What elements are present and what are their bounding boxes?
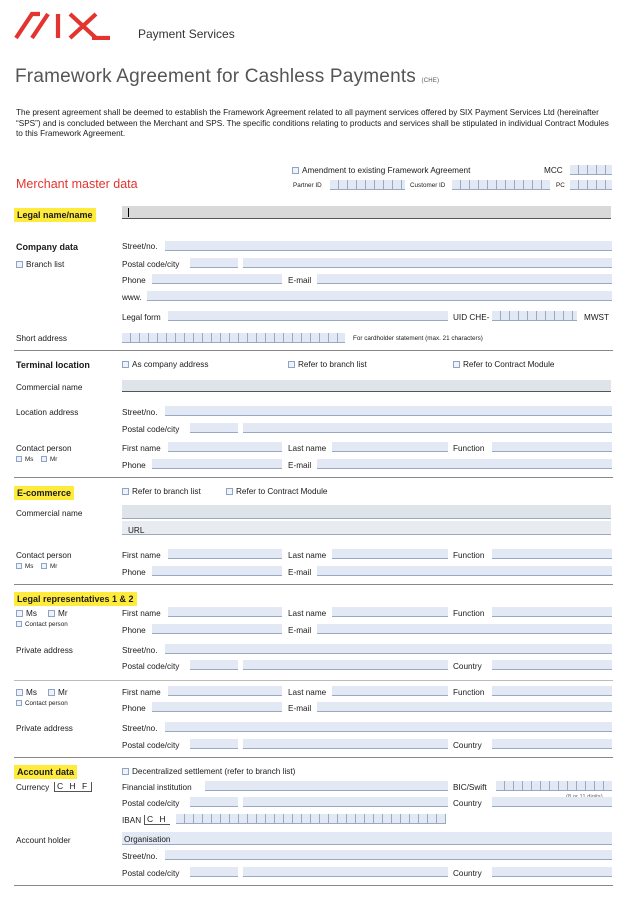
- ecommerce-refer-module-checkbox[interactable]: Refer to Contract Module: [226, 487, 327, 496]
- organisation-field[interactable]: [122, 832, 612, 845]
- ecommerce-function-field[interactable]: [492, 549, 612, 559]
- account-holder-label: Account holder: [16, 836, 71, 845]
- reps-heading: Legal representatives 1 & 2: [14, 592, 137, 606]
- company-street-field[interactable]: [165, 241, 612, 251]
- url-label-overlay: URL: [128, 526, 145, 535]
- checkbox-icon: [453, 361, 460, 368]
- rep1-email-field[interactable]: [317, 624, 612, 634]
- rep1-ms-checkbox[interactable]: Ms: [16, 609, 37, 618]
- rep1-function-field[interactable]: [492, 607, 612, 617]
- ecommerce-ms-checkbox[interactable]: Ms: [16, 563, 33, 570]
- branch-list-checkbox[interactable]: Branch list: [16, 260, 64, 269]
- terminal-contact-label: Contact person: [16, 444, 72, 453]
- rep2-country-field[interactable]: [492, 739, 612, 749]
- rep2-function-label: Function: [453, 688, 485, 697]
- checkbox-icon: [48, 610, 55, 617]
- rep1-email-label: E-mail: [288, 626, 312, 635]
- uid-field[interactable]: [492, 311, 577, 321]
- currency-value[interactable]: C H F: [54, 782, 92, 792]
- legal-form-label: Legal form: [122, 313, 161, 322]
- partner-id-field[interactable]: [330, 180, 405, 190]
- checkbox-icon: [41, 456, 47, 462]
- rep1-last-name-field[interactable]: [332, 607, 448, 617]
- iban-field[interactable]: [176, 814, 446, 824]
- rep1-last-name-label: Last name: [288, 609, 327, 618]
- rep1-country-field[interactable]: [492, 660, 612, 670]
- rep1-mr-checkbox[interactable]: Mr: [48, 609, 68, 618]
- ecommerce-commercial-name-field[interactable]: [122, 505, 611, 519]
- rep2-country-label: Country: [453, 741, 482, 750]
- ecommerce-phone-label: Phone: [122, 568, 146, 577]
- terminal-first-name-label: First name: [122, 444, 161, 453]
- rep1-private-address-label: Private address: [16, 646, 73, 655]
- ecommerce-heading: E-commerce: [14, 486, 74, 500]
- holder-country-label: Country: [453, 869, 482, 878]
- checkbox-icon: [122, 361, 129, 368]
- bic-field[interactable]: [496, 781, 612, 791]
- company-data-heading: Company data: [16, 242, 79, 252]
- terminal-first-name-field[interactable]: [168, 442, 282, 452]
- company-www-label: www.: [122, 293, 142, 302]
- ecommerce-function-label: Function: [453, 551, 485, 560]
- checkbox-icon: [16, 456, 22, 462]
- holder-postal-field[interactable]: [190, 867, 238, 877]
- holder-street-field[interactable]: [165, 850, 612, 860]
- iban-label: IBAN: [122, 816, 142, 825]
- rep1-function-label: Function: [453, 609, 485, 618]
- financial-institution-field[interactable]: [205, 781, 448, 791]
- rep1-street-label: Street/no.: [122, 646, 158, 655]
- organisation-label: Organisation: [124, 835, 171, 844]
- mcc-field[interactable]: [570, 165, 612, 175]
- checkbox-icon: [16, 621, 22, 627]
- terminal-street-label: Street/no.: [122, 408, 158, 417]
- divider: [14, 584, 613, 585]
- rep2-street-label: Street/no.: [122, 724, 158, 733]
- divider: [14, 885, 613, 886]
- checkbox-icon: [41, 563, 47, 569]
- company-phone-label: Phone: [122, 276, 146, 285]
- company-postal-label: Postal code/city: [122, 260, 180, 269]
- ecommerce-last-name-field[interactable]: [332, 549, 448, 559]
- rep1-street-field[interactable]: [165, 644, 612, 654]
- terminal-postal-field[interactable]: [190, 423, 238, 433]
- divider: [14, 477, 613, 478]
- currency-label: Currency: [16, 783, 50, 792]
- ecommerce-first-name-label: First name: [122, 551, 161, 560]
- terminal-ms-checkbox[interactable]: Ms: [16, 456, 33, 463]
- ecommerce-email-label: E-mail: [288, 568, 312, 577]
- terminal-email-label: E-mail: [288, 461, 312, 470]
- rep1-phone-label: Phone: [122, 626, 146, 635]
- terminal-commercial-name-field[interactable]: [122, 380, 611, 392]
- location-address-label: Location address: [16, 408, 79, 417]
- rep2-phone-label: Phone: [122, 704, 146, 713]
- account-postal-field[interactable]: [190, 797, 238, 807]
- rep2-first-name-field[interactable]: [168, 686, 282, 696]
- short-address-note: For cardholder statement (max. 21 characters): [353, 335, 483, 342]
- rep2-last-name-field[interactable]: [332, 686, 448, 696]
- divider: [14, 680, 613, 681]
- checkbox-icon: [16, 610, 23, 617]
- page-title: Framework Agreement for Cashless Payments (CHE): [15, 66, 440, 87]
- six-logo: [14, 10, 114, 40]
- text-cursor: [128, 208, 129, 217]
- terminal-refer-module-checkbox[interactable]: Refer to Contract Module: [453, 360, 554, 369]
- mwst-label: MWST: [584, 313, 610, 322]
- customer-id-field[interactable]: [452, 180, 550, 190]
- customer-id-label: Customer ID: [410, 182, 446, 189]
- pc-field[interactable]: [570, 180, 612, 190]
- terminal-heading: Terminal location: [16, 360, 90, 370]
- rep1-phone-field[interactable]: [152, 624, 282, 634]
- checkbox-icon: [16, 700, 22, 706]
- terminal-street-field[interactable]: [165, 406, 612, 416]
- ecommerce-last-name-label: Last name: [288, 551, 327, 560]
- rep2-private-address-label: Private address: [16, 724, 73, 733]
- terminal-refer-branch-checkbox[interactable]: Refer to branch list: [288, 360, 367, 369]
- rep2-contact-checkbox[interactable]: Contact person: [16, 700, 68, 707]
- rep2-ms-checkbox[interactable]: Ms: [16, 688, 37, 697]
- ecommerce-mr-checkbox[interactable]: Mr: [41, 563, 57, 570]
- checkbox-icon: [48, 689, 55, 696]
- ecommerce-contact-label: Contact person: [16, 551, 72, 560]
- checkbox-icon: [122, 488, 129, 495]
- checkbox-icon: [226, 488, 233, 495]
- terminal-phone-label: Phone: [122, 461, 146, 470]
- section-title-merchant: Merchant master data: [16, 177, 138, 191]
- legal-name-field[interactable]: [122, 206, 611, 219]
- terminal-function-label: Function: [453, 444, 485, 453]
- decentralized-checkbox[interactable]: Decentralized settlement (refer to branch list): [122, 767, 295, 776]
- company-www-field[interactable]: [147, 291, 612, 301]
- mcc-label: MCC: [544, 166, 563, 175]
- checkbox-icon: [288, 361, 295, 368]
- terminal-mr-checkbox[interactable]: Mr: [41, 456, 57, 463]
- rep1-country-label: Country: [453, 662, 482, 671]
- ecommerce-first-name-field[interactable]: [168, 549, 282, 559]
- checkbox-icon: [16, 261, 23, 268]
- account-city-field[interactable]: [243, 797, 448, 807]
- terminal-postal-label: Postal code/city: [122, 425, 180, 434]
- short-address-field[interactable]: [122, 333, 345, 343]
- rep2-function-field[interactable]: [492, 686, 612, 696]
- rep1-postal-field[interactable]: [190, 660, 238, 670]
- terminal-last-name-label: Last name: [288, 444, 327, 453]
- rep1-contact-checkbox[interactable]: Contact person: [16, 621, 68, 628]
- checkbox-icon: [16, 689, 23, 696]
- terminal-city-field[interactable]: [243, 423, 612, 433]
- terminal-last-name-field[interactable]: [332, 442, 448, 452]
- rep2-email-label: E-mail: [288, 704, 312, 713]
- rep2-email-field[interactable]: [317, 702, 612, 712]
- company-phone-field[interactable]: [152, 274, 282, 284]
- partner-id-label: Partner ID: [293, 182, 322, 189]
- divider: [14, 350, 613, 351]
- rep2-street-field[interactable]: [165, 722, 612, 732]
- ecommerce-phone-field[interactable]: [152, 566, 282, 576]
- rep2-postal-label: Postal code/city: [122, 741, 180, 750]
- iban-prefix: C H: [144, 815, 170, 825]
- rep1-postal-label: Postal code/city: [122, 662, 180, 671]
- rep2-postal-field[interactable]: [190, 739, 238, 749]
- account-postal-label: Postal code/city: [122, 799, 180, 808]
- holder-street-label: Street/no.: [122, 852, 158, 861]
- uid-label: UID CHE-: [453, 313, 490, 322]
- legal-form-field[interactable]: [168, 311, 448, 321]
- financial-institution-label: Financial institution: [122, 783, 192, 792]
- brand-subtitle: Payment Services: [138, 27, 235, 41]
- holder-city-field[interactable]: [243, 867, 448, 877]
- rep1-first-name-label: First name: [122, 609, 161, 618]
- pc-label: PC: [556, 182, 565, 189]
- checkbox-icon: [16, 563, 22, 569]
- account-country-label: Country: [453, 799, 482, 808]
- terminal-function-field[interactable]: [492, 442, 612, 452]
- ecommerce-refer-branch-checkbox[interactable]: Refer to branch list: [122, 487, 201, 496]
- rep1-first-name-field[interactable]: [168, 607, 282, 617]
- ecommerce-commercial-name-label: Commercial name: [16, 509, 83, 518]
- amendment-checkbox[interactable]: Amendment to existing Framework Agreement: [292, 166, 470, 175]
- rep2-last-name-label: Last name: [288, 688, 327, 697]
- rep2-first-name-label: First name: [122, 688, 161, 697]
- company-street-label: Street/no.: [122, 242, 158, 251]
- short-address-label: Short address: [16, 334, 67, 343]
- account-country-field[interactable]: [492, 797, 612, 807]
- company-city-field[interactable]: [243, 258, 612, 268]
- holder-country-field[interactable]: [492, 867, 612, 877]
- company-email-label: E-mail: [288, 276, 312, 285]
- terminal-commercial-name-label: Commercial name: [16, 383, 83, 392]
- as-company-checkbox[interactable]: As company address: [122, 360, 208, 369]
- ecommerce-email-field[interactable]: [317, 566, 612, 576]
- terminal-phone-field[interactable]: [152, 459, 282, 469]
- rep2-phone-field[interactable]: [152, 702, 282, 712]
- checkbox-icon: [122, 768, 129, 775]
- company-email-field[interactable]: [317, 274, 612, 284]
- holder-postal-label: Postal code/city: [122, 869, 180, 878]
- checkbox-icon: [292, 167, 299, 174]
- company-postal-field[interactable]: [190, 258, 238, 268]
- legal-name-label: Legal name/name: [14, 208, 96, 222]
- url-field[interactable]: [122, 521, 611, 535]
- rep1-city-field[interactable]: [243, 660, 448, 670]
- rep2-city-field[interactable]: [243, 739, 448, 749]
- intro-text: The present agreement shall be deemed to establish the Framework Agreement related to all payment services offered by SIX Payment Services Ltd (hereinafter “SPS”) and is concluded between the Merchant and SPS. The specific conditions relating to products and services shall be stipulated in individual Contract Modules to this Framework Agreement.: [16, 108, 609, 139]
- bic-label: BIC/Swift: [453, 783, 487, 792]
- account-heading: Account data: [14, 765, 77, 779]
- divider: [14, 757, 613, 758]
- terminal-email-field[interactable]: [317, 459, 612, 469]
- rep2-mr-checkbox[interactable]: Mr: [48, 688, 68, 697]
